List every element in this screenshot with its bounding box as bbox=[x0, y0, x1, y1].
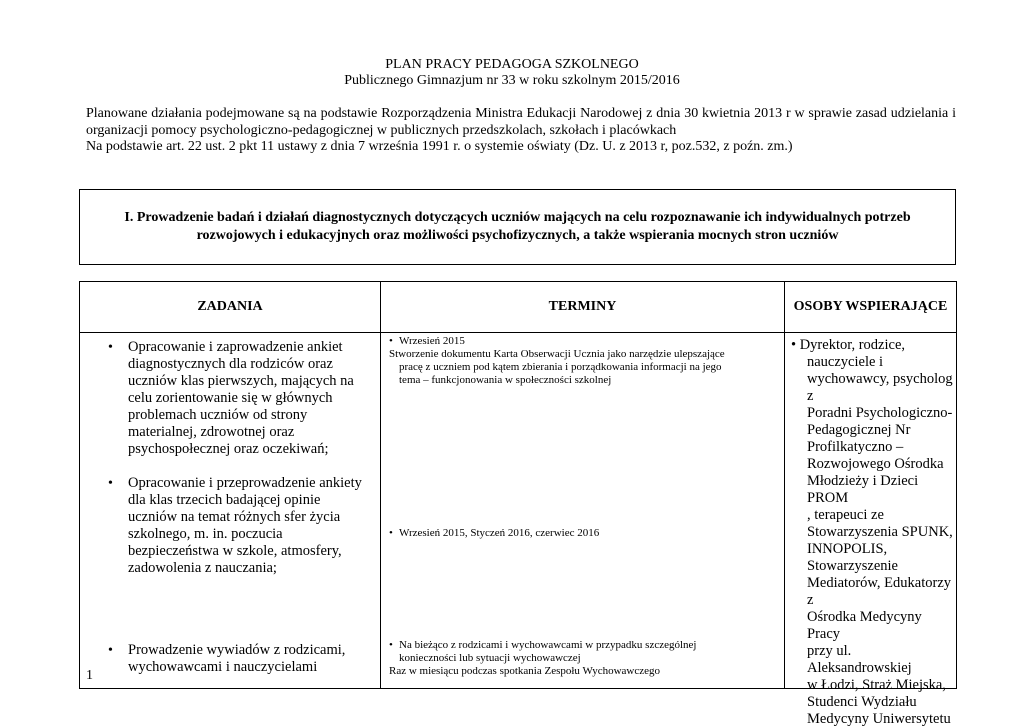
intro-paragraph: Planowane działania podejmowane są na podstawie Rozporządzenia Ministra Edukacji Narodowej z dnia 30 kwietnia 2013 r w sprawie zasad udzielania i organizacji pomocy psychologiczno-pedagogicznej w publicznych przedszkolach, szkołach i placówkach bbox=[86, 106, 956, 138]
termin-3: • Na bieżąco z rodzicami i wychowawcami w przypadku szczególnej konieczności lub sytuacji wychowawczej Raz w miesiącu podczas spotkania Zespołu Wychowawczego bbox=[389, 639, 697, 677]
terminy-cell bbox=[381, 333, 785, 689]
bullet-icon: • bbox=[389, 335, 393, 347]
bullet-icon: • bbox=[108, 340, 113, 355]
list-item: • Opracowanie i zaprowadzenie ankiet diagnostycznych dla rodziców oraz uczniów klas pierwszych, mających na celu zorientowanie się w głównych problemach uczniów od strony materialnej, zdrowotnej oraz psychospołecznej oraz oczekiwań; bbox=[108, 339, 354, 457]
page-number: 1 bbox=[86, 668, 93, 683]
section-heading-line-2: rozwojowych i edukacyjnych oraz możliwości psychofizycznych, a także wspierania mocnych stron uczniów bbox=[196, 228, 839, 243]
document-subtitle: Publicznego Gimnazjum nr 33 w roku szkolnym 2015/2016 bbox=[344, 73, 680, 88]
plan-table bbox=[79, 281, 957, 727]
zadania-cell bbox=[80, 333, 381, 689]
column-header-zadania: ZADANIA bbox=[80, 282, 381, 333]
section-heading bbox=[103, 209, 933, 245]
bullet-icon: • bbox=[389, 527, 393, 539]
section-heading-box bbox=[79, 189, 956, 265]
bullet-icon: • bbox=[389, 639, 393, 651]
legal-basis-paragraph: Na podstawie art. 22 ust. 2 pkt 11 ustawy z dnia 7 września 1991 r. o systemie oświaty (Dz. U. z 2013 r, poz.532, z poźn. zm.) bbox=[86, 139, 793, 154]
termin-2: • Wrzesień 2015, Styczeń 2016, czerwiec 2016 bbox=[389, 527, 600, 539]
bullet-icon: • bbox=[108, 643, 113, 658]
bullet-icon: • bbox=[108, 476, 113, 491]
osoby-cell bbox=[785, 333, 957, 727]
column-header-terminy: TERMINY bbox=[381, 282, 785, 333]
osoby-wspierajace-list: • Dyrektor, rodzice, nauczyciele i wychowawcy, psycholog z Poradni Psychologiczno- Pedagogicznej Nr Profilkatyczno – Rozwojowego Ośrodka Młodzieży i Dzieci PROM , terapeuci ze Stowarzyszenia SPUNK, INNOPOLIS, Stowarzyszenie Mediatorów, Edukatorzy z Ośrodka Medycyny Pracy przy ul. Aleksandrowskiej w Łodzi, Straż Miejska, Studenci Wydziału Medycyny Uniwersytetu bbox=[791, 337, 953, 727]
section-heading-line-1: I. Prowadzenie badań i działań diagnostycznych dotyczących uczniów mających na celu rozpoznawanie ich indywidualnych potrzeb bbox=[124, 210, 911, 225]
column-header-osoby: OSOBY WSPIERAJĄCE bbox=[785, 282, 957, 333]
bullet-icon: • bbox=[791, 337, 797, 353]
termin-1: • Wrzesień 2015 Stworzenie dokumentu Karta Obserwacji Ucznia jako narzędzie ulepszające pracę z uczniem pod kątem zbierania i porządkowania informacji na jego tema – funkcjonowania w społeczności szkolnej bbox=[389, 335, 725, 386]
table-header-row bbox=[80, 282, 957, 333]
list-item: • Opracowanie i przeprowadzenie ankiety dla klas trzecich badającej opinie uczniów na temat różnych sfer życia szkolnego, m. in. poczucia bezpieczeństwa w szkole, atmosfery, zadowolenia z nauczania; bbox=[108, 475, 362, 576]
document-title: PLAN PRACY PEDAGOGA SZKOLNEGO bbox=[385, 57, 639, 72]
list-item: • Prowadzenie wywiadów z rodzicami, wychowawcami i nauczycielami bbox=[108, 642, 346, 675]
table-row bbox=[80, 333, 957, 689]
